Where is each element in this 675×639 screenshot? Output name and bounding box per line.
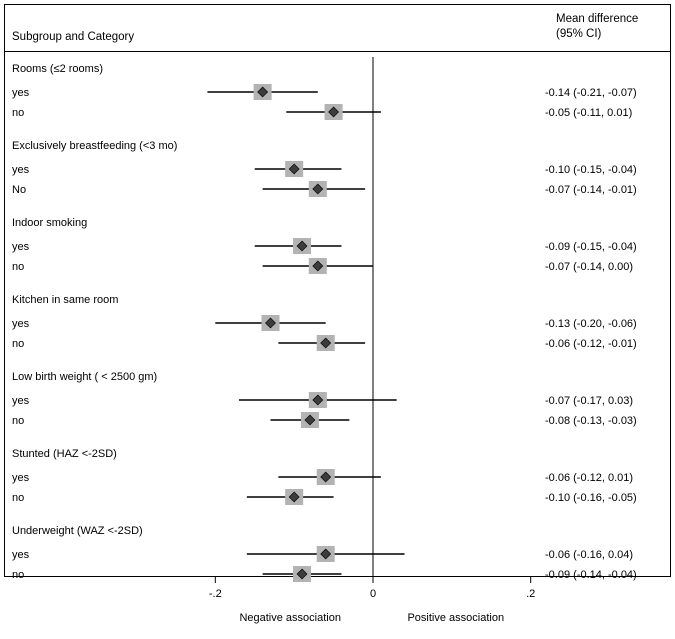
group-label: Kitchen in same room <box>12 294 119 306</box>
row-label: no <box>12 261 25 273</box>
ci-value: -0.10 (-0.16, -0.05) <box>545 492 637 504</box>
ci-value: -0.06 (-0.12, -0.01) <box>545 338 637 350</box>
row-label: no <box>12 338 25 350</box>
ci-value: -0.09 (-0.15, -0.04) <box>545 241 637 253</box>
row-label: yes <box>12 549 30 561</box>
group-label: Low birth weight ( < 2500 gm) <box>12 371 158 383</box>
ci-value: -0.06 (-0.12, 0.01) <box>545 472 634 484</box>
axis-caption-left: Negative association <box>239 612 341 624</box>
ci-value: -0.07 (-0.14, 0.00) <box>545 261 634 273</box>
ci-value: -0.08 (-0.13, -0.03) <box>545 415 637 427</box>
row-label: no <box>12 107 25 119</box>
row-label: no <box>12 415 25 427</box>
ci-value: -0.10 (-0.15, -0.04) <box>545 164 637 176</box>
row-label: yes <box>12 318 30 330</box>
axis-tick-label: -.2 <box>208 588 222 600</box>
group-label: Stunted (HAZ <-2SD) <box>12 448 117 460</box>
ci-value: -0.07 (-0.17, 0.03) <box>545 395 634 407</box>
ci-value: -0.14 (-0.21, -0.07) <box>545 87 637 99</box>
row-label: yes <box>12 87 30 99</box>
row-label: no <box>12 492 25 504</box>
row-label: no <box>12 569 25 581</box>
row-label: yes <box>12 164 30 176</box>
group-label: Exclusively breastfeeding (<3 mo) <box>12 140 178 152</box>
axis-tick-label: 0 <box>369 588 377 600</box>
axis-caption-right: Positive association <box>407 612 505 624</box>
ci-value: -0.06 (-0.16, 0.04) <box>545 549 634 561</box>
ci-value: -0.13 (-0.20, -0.06) <box>545 318 637 330</box>
header-right-title-line1: Mean difference <box>556 13 639 25</box>
header-right-title-line2: (95% CI) <box>556 28 602 40</box>
ci-value: -0.07 (-0.14, -0.01) <box>545 184 637 196</box>
row-label: yes <box>12 241 30 253</box>
group-label: Underweight (WAZ <-2SD) <box>12 525 143 537</box>
header-left-title: Subgroup and Category <box>12 31 135 43</box>
forest-rows-layer <box>12 57 637 624</box>
group-label: Rooms (≤2 rooms) <box>12 63 103 75</box>
group-label: Indoor smoking <box>12 217 88 229</box>
row-label: yes <box>12 472 30 484</box>
row-label: yes <box>12 395 30 407</box>
row-label: No <box>12 184 27 196</box>
axis-tick-label: .2 <box>526 588 536 600</box>
ci-value: -0.09 (-0.14, -0.04) <box>545 569 637 581</box>
ci-value: -0.05 (-0.11, 0.01) <box>545 107 633 119</box>
